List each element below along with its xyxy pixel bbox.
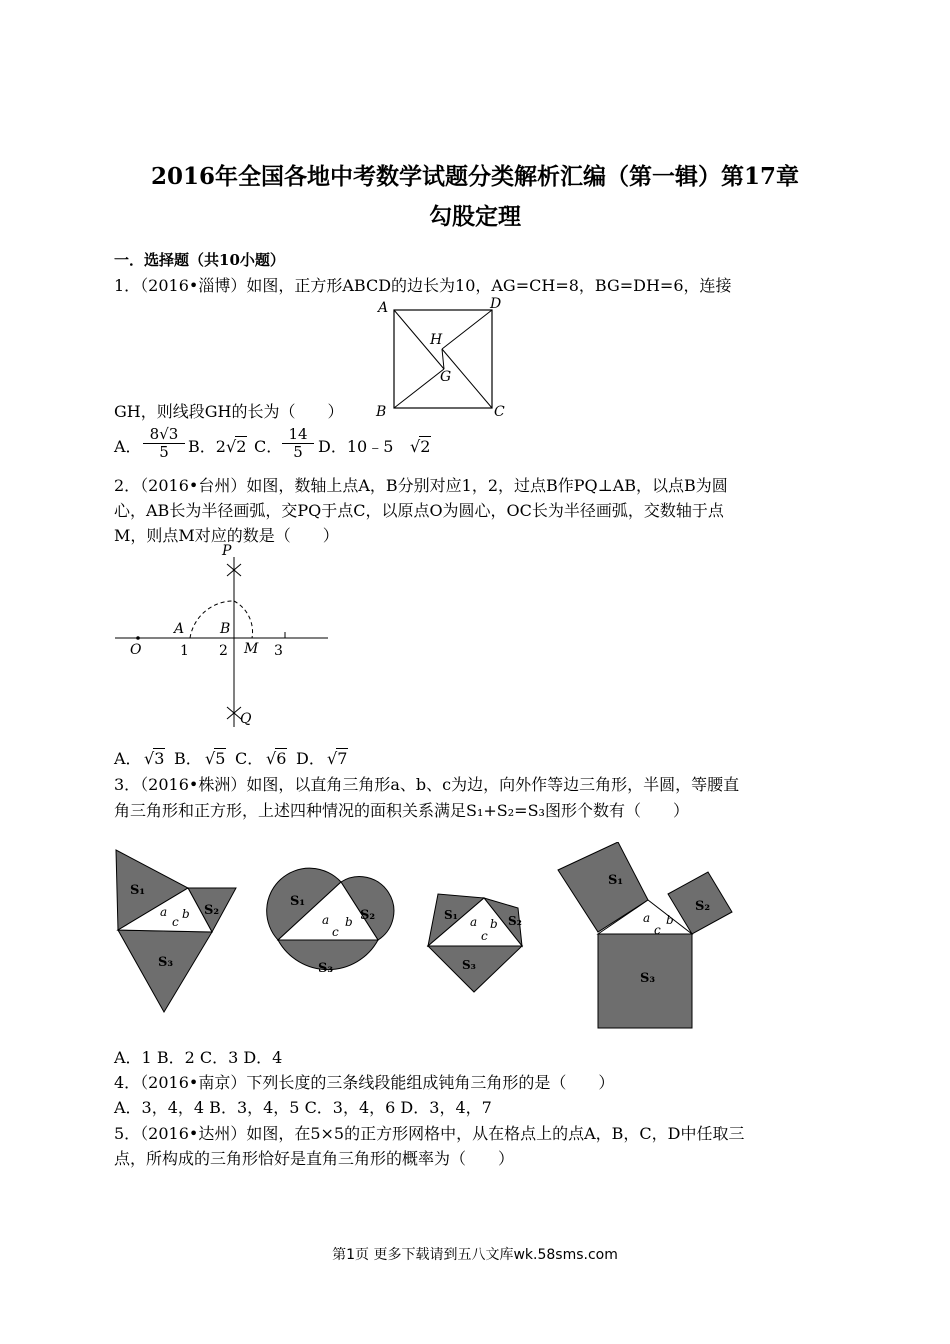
q1-figure [372, 296, 512, 420]
label-s1-3: S₁ [444, 908, 458, 922]
q4-options: A．3，4，4 B．3，4，5 C．3，4，6 D．3，4，7 [114, 1098, 492, 1117]
label-c: c [172, 915, 179, 929]
label-s3-3: S₃ [462, 958, 476, 972]
label-s1-4: S₁ [608, 873, 624, 888]
q1-option-d-root: √2 [410, 437, 431, 456]
tick-label-1: 1 [180, 643, 189, 659]
q2-option-c-root: √6 [266, 749, 287, 768]
label-b-3: b [490, 917, 498, 931]
q2-number-line-figure [110, 543, 340, 733]
label-a-2: a [322, 913, 330, 927]
q1-option-d-radicand: 2 [420, 437, 431, 456]
label-c-3: c [481, 929, 488, 943]
q2-option-c-radicand: 6 [276, 749, 287, 768]
label-b: B [220, 621, 231, 637]
q3-options: A．1 B．2 C．3 D．4 [114, 1048, 283, 1067]
segment-dh [442, 310, 492, 349]
q1-option-a-denominator: 5 [143, 443, 185, 461]
label-s3-2: S₃ [318, 961, 334, 976]
q1-option-c-label: C． [254, 437, 283, 456]
q2-stem-line3: M，则点M对应的数是（ ） [114, 526, 339, 545]
label-s2-4: S₂ [695, 899, 711, 914]
section-heading: 一．选择题（共10小题） [114, 251, 285, 269]
label-s1: S₁ [130, 883, 146, 898]
page-subtitle: 勾股定理 [429, 203, 521, 230]
q2-stem-line2: 心，AB长为半径画弧，交PQ于点C，以原点O为圆心，OC长为半径画弧，交数轴于点 [114, 501, 724, 520]
label-g: G [440, 369, 452, 385]
label-s1-2: S₁ [290, 894, 306, 909]
label-h: H [430, 332, 443, 348]
arc-oc [234, 601, 253, 638]
q1-option-a-fraction [143, 426, 185, 461]
q1-option-c-denominator: 5 [282, 443, 314, 461]
page-footer: 第1页 更多下载请到五八文库wk.58sms.com [332, 1247, 618, 1263]
label-s3-4: S₃ [640, 971, 656, 986]
q3-figure-equilateral [116, 850, 236, 1012]
label-m: M [244, 641, 259, 657]
q1-stem-line2: GH，则线段GH的长为（ ） [114, 402, 344, 421]
q3-figures [112, 842, 752, 1032]
q2-option-b-radicand: 5 [215, 749, 226, 768]
q1-option-b-radicand: 2 [236, 437, 247, 456]
q2-option-a-radicand: 3 [154, 749, 165, 768]
q5-stem-line1: 5．（2016•达州）如图，在5×5的正方形网格中，从在格点上的点A，B，C，D中任取三 [114, 1124, 745, 1143]
label-c-4: c [654, 923, 661, 937]
label-b-4: b [666, 913, 674, 927]
q3-figure-squares [558, 842, 732, 1028]
label-a: A [174, 621, 185, 637]
q1-option-a-label: A． [114, 437, 142, 456]
label-c: C [494, 404, 505, 420]
q1-option-d-label: D．10﹣5 [318, 437, 394, 456]
q1-option-c-fraction [282, 426, 314, 461]
q2-option-d-label: D． [296, 749, 325, 768]
point-o [136, 636, 140, 640]
q2-option-c-label: C． [235, 749, 264, 768]
label-s3: S₃ [158, 955, 174, 970]
q3-stem-line1: 3．（2016•株洲）如图，以直角三角形a、b、c为边，向外作等边三角形，半圆，等腰直 [114, 775, 740, 794]
label-a: A [378, 300, 389, 316]
q1-option-a-numerator: 8√3 [149, 425, 179, 443]
label-a-4: a [643, 911, 651, 925]
q1-option-b-label: B．2 [188, 437, 226, 456]
q2-option-a-root: √3 [144, 749, 165, 768]
q4-stem: 4．（2016•南京）下列长度的三条线段能组成钝角三角形的是（ ） [114, 1073, 615, 1092]
triangle-s3 [118, 930, 212, 1012]
label-s2-3: S₂ [508, 914, 522, 928]
label-b-2: b [345, 915, 353, 929]
label-b: b [182, 907, 190, 921]
q1-stem-line1: 1．（2016•淄博）如图，正方形ABCD的边长为10，AG=CH=8，BG=DH=6，连接 [114, 276, 732, 295]
label-d: D [490, 296, 502, 312]
tick-label-2: 2 [219, 643, 228, 659]
q2-option-b-label: B． [174, 749, 202, 768]
label-s2: S₂ [204, 903, 220, 918]
label-s2-2: S₂ [360, 908, 376, 923]
label-c-2: c [332, 925, 339, 939]
page-title: 2016年全国各地中考数学试题分类解析汇编（第一辑）第17章 [150, 163, 800, 190]
label-p: P [222, 543, 232, 559]
segment-gh [442, 349, 444, 369]
q3-stem-line2: 角三角形和正方形，上述四种情况的面积关系满足S₁+S₂=S₃图形个数有（ ） [114, 801, 689, 820]
label-a: a [160, 905, 168, 919]
label-o: O [130, 642, 142, 658]
q3-figure-isosceles [428, 894, 522, 992]
segment-bg [394, 369, 444, 408]
label-b: B [376, 404, 387, 420]
q1-option-b-root: √2 [226, 437, 247, 456]
q5-stem-line2: 点，所构成的三角形恰好是直角三角形的概率为（ ） [114, 1149, 515, 1168]
q2-option-d-root: √7 [327, 749, 348, 768]
q1-option-c-numerator: 14 [288, 425, 308, 443]
q2-option-d-radicand: 7 [337, 749, 348, 768]
label-q: Q [240, 711, 252, 727]
q2-option-b-root: √5 [205, 749, 226, 768]
label-a-3: a [470, 915, 478, 929]
q2-stem-line1: 2．（2016•台州）如图，数轴上点A，B分别对应1，2，过点B作PQ⊥AB，以点B为圆 [114, 476, 728, 495]
tick-label-3: 3 [274, 643, 283, 659]
q2-option-a-label: A． [114, 749, 142, 768]
q3-figure-semicircle [267, 868, 394, 976]
